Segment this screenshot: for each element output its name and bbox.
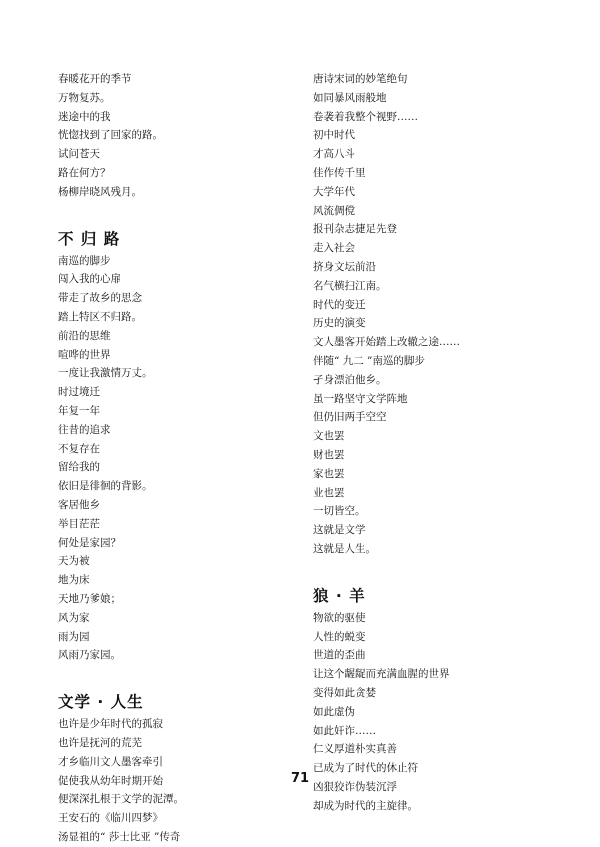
poem-line: 何处是家园？ — [58, 536, 121, 549]
poem-line: 走入社会 — [313, 242, 355, 255]
poem-line: 报刊杂志捷足先登 — [313, 223, 397, 236]
poem-line: 如此虚伪 — [313, 705, 355, 718]
poem-line: 大学年代 — [313, 185, 355, 198]
poem-line: 南巡的脚步 — [58, 254, 111, 267]
poem-line: 一切皆空。 — [313, 505, 366, 518]
poem-line: 仁义厚道朴实真善 — [313, 743, 397, 756]
poem-line: 迷途中的我 — [58, 110, 111, 123]
intro-stanza-right — [313, 70, 558, 559]
poem-line: 卷袭着我整个视野…… — [313, 110, 418, 123]
poem-line: 恍惚找到了回家的路。 — [58, 129, 163, 142]
poem-line: 物欲的驱使 — [313, 611, 366, 624]
poem-line: 人性的蜕变 — [313, 630, 366, 643]
poem-line: 却成为时代的主旋律。 — [313, 799, 418, 812]
poem-line: 留给我的 — [58, 461, 100, 474]
poem-line: 天地乃爹娘； — [58, 592, 121, 605]
poem-line: 雨为园 — [58, 630, 90, 643]
poem-line: 风流倜傥 — [313, 204, 355, 217]
poem-line: 也许是少年时代的孤寂 — [58, 718, 163, 731]
poem-line: 路在何方？ — [58, 166, 111, 179]
poem-line: 依旧是徘徊的背影。 — [58, 480, 153, 493]
poem-line: 孑身漂泊他乡。 — [313, 373, 387, 386]
poem-line: 风为家 — [58, 611, 90, 624]
poem-line: 财也罢 — [313, 448, 345, 461]
poem-line: 不复存在 — [58, 442, 100, 455]
poem-line: 这就是人生。 — [313, 542, 376, 555]
poem-bu-gui-lu — [58, 252, 303, 666]
left-column — [58, 70, 303, 847]
poem-line: 初中时代 — [313, 129, 355, 142]
poem-line: 杨柳岸晓风残月。 — [58, 185, 142, 198]
poem-line: 风雨乃家园。 — [58, 649, 121, 662]
poem-line: 便深深扎根于文学的泥潭。 — [58, 793, 184, 806]
poem-line: 举目茫茫 — [58, 517, 100, 530]
poem-line: 文人墨客开始踏上改辙之途…… — [313, 336, 460, 349]
poem-line: 但仍旧两手空空 — [313, 411, 387, 424]
poem-line: 带走了故乡的思念 — [58, 292, 142, 305]
poem-line: 踏上特区不归路。 — [58, 310, 142, 323]
poem-line: 喧哗的世界 — [58, 348, 111, 361]
poem-line: 汤显祖的“ 莎士比亚 ”传奇 — [58, 830, 181, 843]
poem-line: 天为被 — [58, 555, 90, 568]
poem-line: 业也罢 — [313, 486, 345, 499]
poem-line: 已成为了时代的休止符 — [313, 762, 418, 775]
poem-line: 春暖花开的季节 — [58, 73, 132, 85]
poem-line: 虽一路坚守文学阵地 — [313, 392, 408, 405]
poem-line: 佳作传千里 — [313, 166, 366, 179]
poem-line: 客居他乡 — [58, 498, 100, 511]
poem-line: 年复一年 — [58, 404, 100, 417]
poem-line: 时过境迁 — [58, 386, 100, 399]
poem-line: 唐诗宋词的妙笔绝句 — [313, 73, 408, 85]
poem-line: 时代的变迁 — [313, 298, 366, 311]
poem-line: 历史的演变 — [313, 317, 366, 330]
poem-line: 这就是文学 — [313, 524, 366, 537]
poem-line: 让这个龌龊而充满血腥的世界 — [313, 668, 450, 681]
right-column — [313, 70, 558, 815]
section-title-bu-gui-lu: 不 归 路 — [58, 229, 121, 248]
poem-line: 王安石的《临川四梦》 — [58, 812, 163, 825]
poem-line: 闯入我的心扉 — [58, 273, 121, 286]
poem-line: 地为床 — [58, 574, 90, 587]
poem-line: 挤身文坛前沿 — [313, 260, 376, 273]
poem-line: 才高八斗 — [313, 148, 355, 161]
poem-line: 如同暴风雨般地 — [313, 91, 387, 104]
poem-line: 也许是抚河的荒芜 — [58, 736, 142, 749]
poem-line: 如此奸诈…… — [313, 724, 376, 737]
poem-line: 试问苍天 — [58, 148, 100, 161]
poem-line: 家也罢 — [313, 467, 345, 480]
poem-line: 世道的歪曲 — [313, 649, 366, 662]
section-title-lang-yang: 狼 · 羊 — [313, 586, 366, 605]
poem-line: 伴随“ 九二 ”南巡的脚步 — [313, 354, 425, 367]
poem-line: 促使我从幼年时期开始 — [58, 774, 163, 787]
poem-line: 凶狠狡诈伪装沉浮 — [313, 780, 397, 793]
intro-stanza-left — [58, 70, 303, 202]
poem-line: 才乡临川文人墨客牵引 — [58, 755, 163, 768]
poem-line: 前沿的思维 — [58, 329, 111, 342]
poem-line: 万物复苏。 — [58, 91, 111, 104]
page-number: 71 — [290, 771, 310, 786]
poem-line: 往昔的追求 — [58, 423, 111, 436]
poem-line: 一度让我激情万丈。 — [58, 367, 153, 380]
poem-line: 文也罢 — [313, 430, 345, 443]
section-title-wen-xue-ren-sheng: 文学 · 人生 — [58, 693, 144, 712]
poem-line: 变得如此贪婪 — [313, 686, 376, 699]
poem-line: 名气横扫江南。 — [313, 279, 387, 292]
